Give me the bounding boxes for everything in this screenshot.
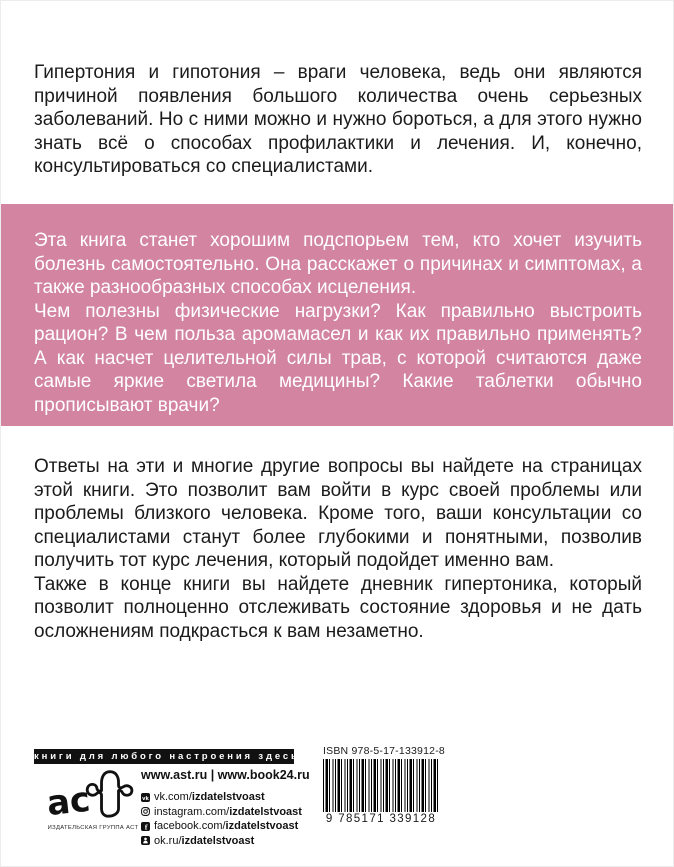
social-handle: izdatelstvoast [181, 834, 255, 847]
svg-text:vk: vk [142, 795, 149, 802]
isbn-block [323, 745, 445, 825]
vk-icon [141, 793, 150, 802]
highlight-paragraph-1: Эта книга станет хорошим подспорьем тем, кто хочет изучить болезнь самостоятельно. Она расскажет о причинах и симптомах, а также разнообразных способах исцеления. [34, 230, 642, 298]
cactus-figure-icon [87, 772, 132, 816]
intro-paragraph [34, 61, 642, 179]
intro-text: Гипертония и гипотония – враги человека, ведь они являются причиной появления большого количества очень серьезных заболеваний. Но с ними можно и нужно бороться, а для этого нужно знать всё о способах профилактики и лечения. И, конечно, консультироваться со специалистами. [34, 62, 642, 177]
social-link-ok [141, 835, 326, 847]
social-handle: izdatelstvoast [191, 791, 265, 803]
ast-logo-letters: ас [45, 779, 93, 819]
social-prefix: ok.ru/ [154, 834, 182, 847]
tagline-text: книги для любого настроения здесь [34, 751, 300, 762]
outro-paragraph [34, 455, 642, 643]
websites-line: www.ast.ru | www.book24.ru [141, 768, 310, 782]
highlight-paragraph-2: Чем полезны физические нагрузки? Как правильно выстроить рацион? В чем польза аромамасел и как их правильно применять? А как насчет целительной силы трав, с которой считаются даже самые яркие светила медицины? Какие таблетки обычно прописывают врачи? [34, 300, 642, 416]
social-link-vk [141, 791, 326, 803]
social-prefix: instagram.com/ [154, 805, 230, 818]
publisher-logo [43, 767, 143, 831]
social-handle: izdatelstvoast [229, 805, 302, 818]
social-prefix: vk.com/ [154, 791, 192, 803]
publisher-caption: ИЗДАТЕЛЬСКАЯ ГРУППА АСТ [47, 825, 139, 831]
outro-paragraph-1: Ответы на эти и многие другие вопросы вы найдете на страницах этой книги. Это позволит вам войти в курс своей проблемы или проблемы близкого человека. Кроме того, ваши консультации со специалистами станут более глубокими и понятными, позволив получить тот курс лечения, который подойдет именно вам. [34, 456, 642, 571]
isbn-label: ISBN 978-5-17-133912-8 [323, 745, 445, 757]
highlight-block [1, 204, 674, 426]
social-link-facebook [141, 820, 326, 832]
tagline-bar [34, 749, 300, 764]
ok-icon [141, 836, 150, 845]
outro-paragraph-2: Также в конце книги вы найдете дневник гипертоника, который позволит полноценно отслеживать состояние здоровья и не дать осложнениям подкрасться к вам незаметно. [34, 573, 642, 642]
ean-barcode [323, 759, 439, 812]
instagram-icon [141, 807, 150, 816]
social-prefix: facebook.com/ [154, 820, 226, 833]
facebook-icon [141, 822, 150, 831]
social-handle: izdatelstvoast [225, 820, 299, 833]
social-link-instagram [141, 806, 326, 818]
ast-logo-icon [45, 767, 141, 819]
svg-text:f: f [144, 824, 148, 831]
publisher-links [141, 768, 326, 849]
barcode-digits: 9 785171 339128 [325, 813, 437, 825]
